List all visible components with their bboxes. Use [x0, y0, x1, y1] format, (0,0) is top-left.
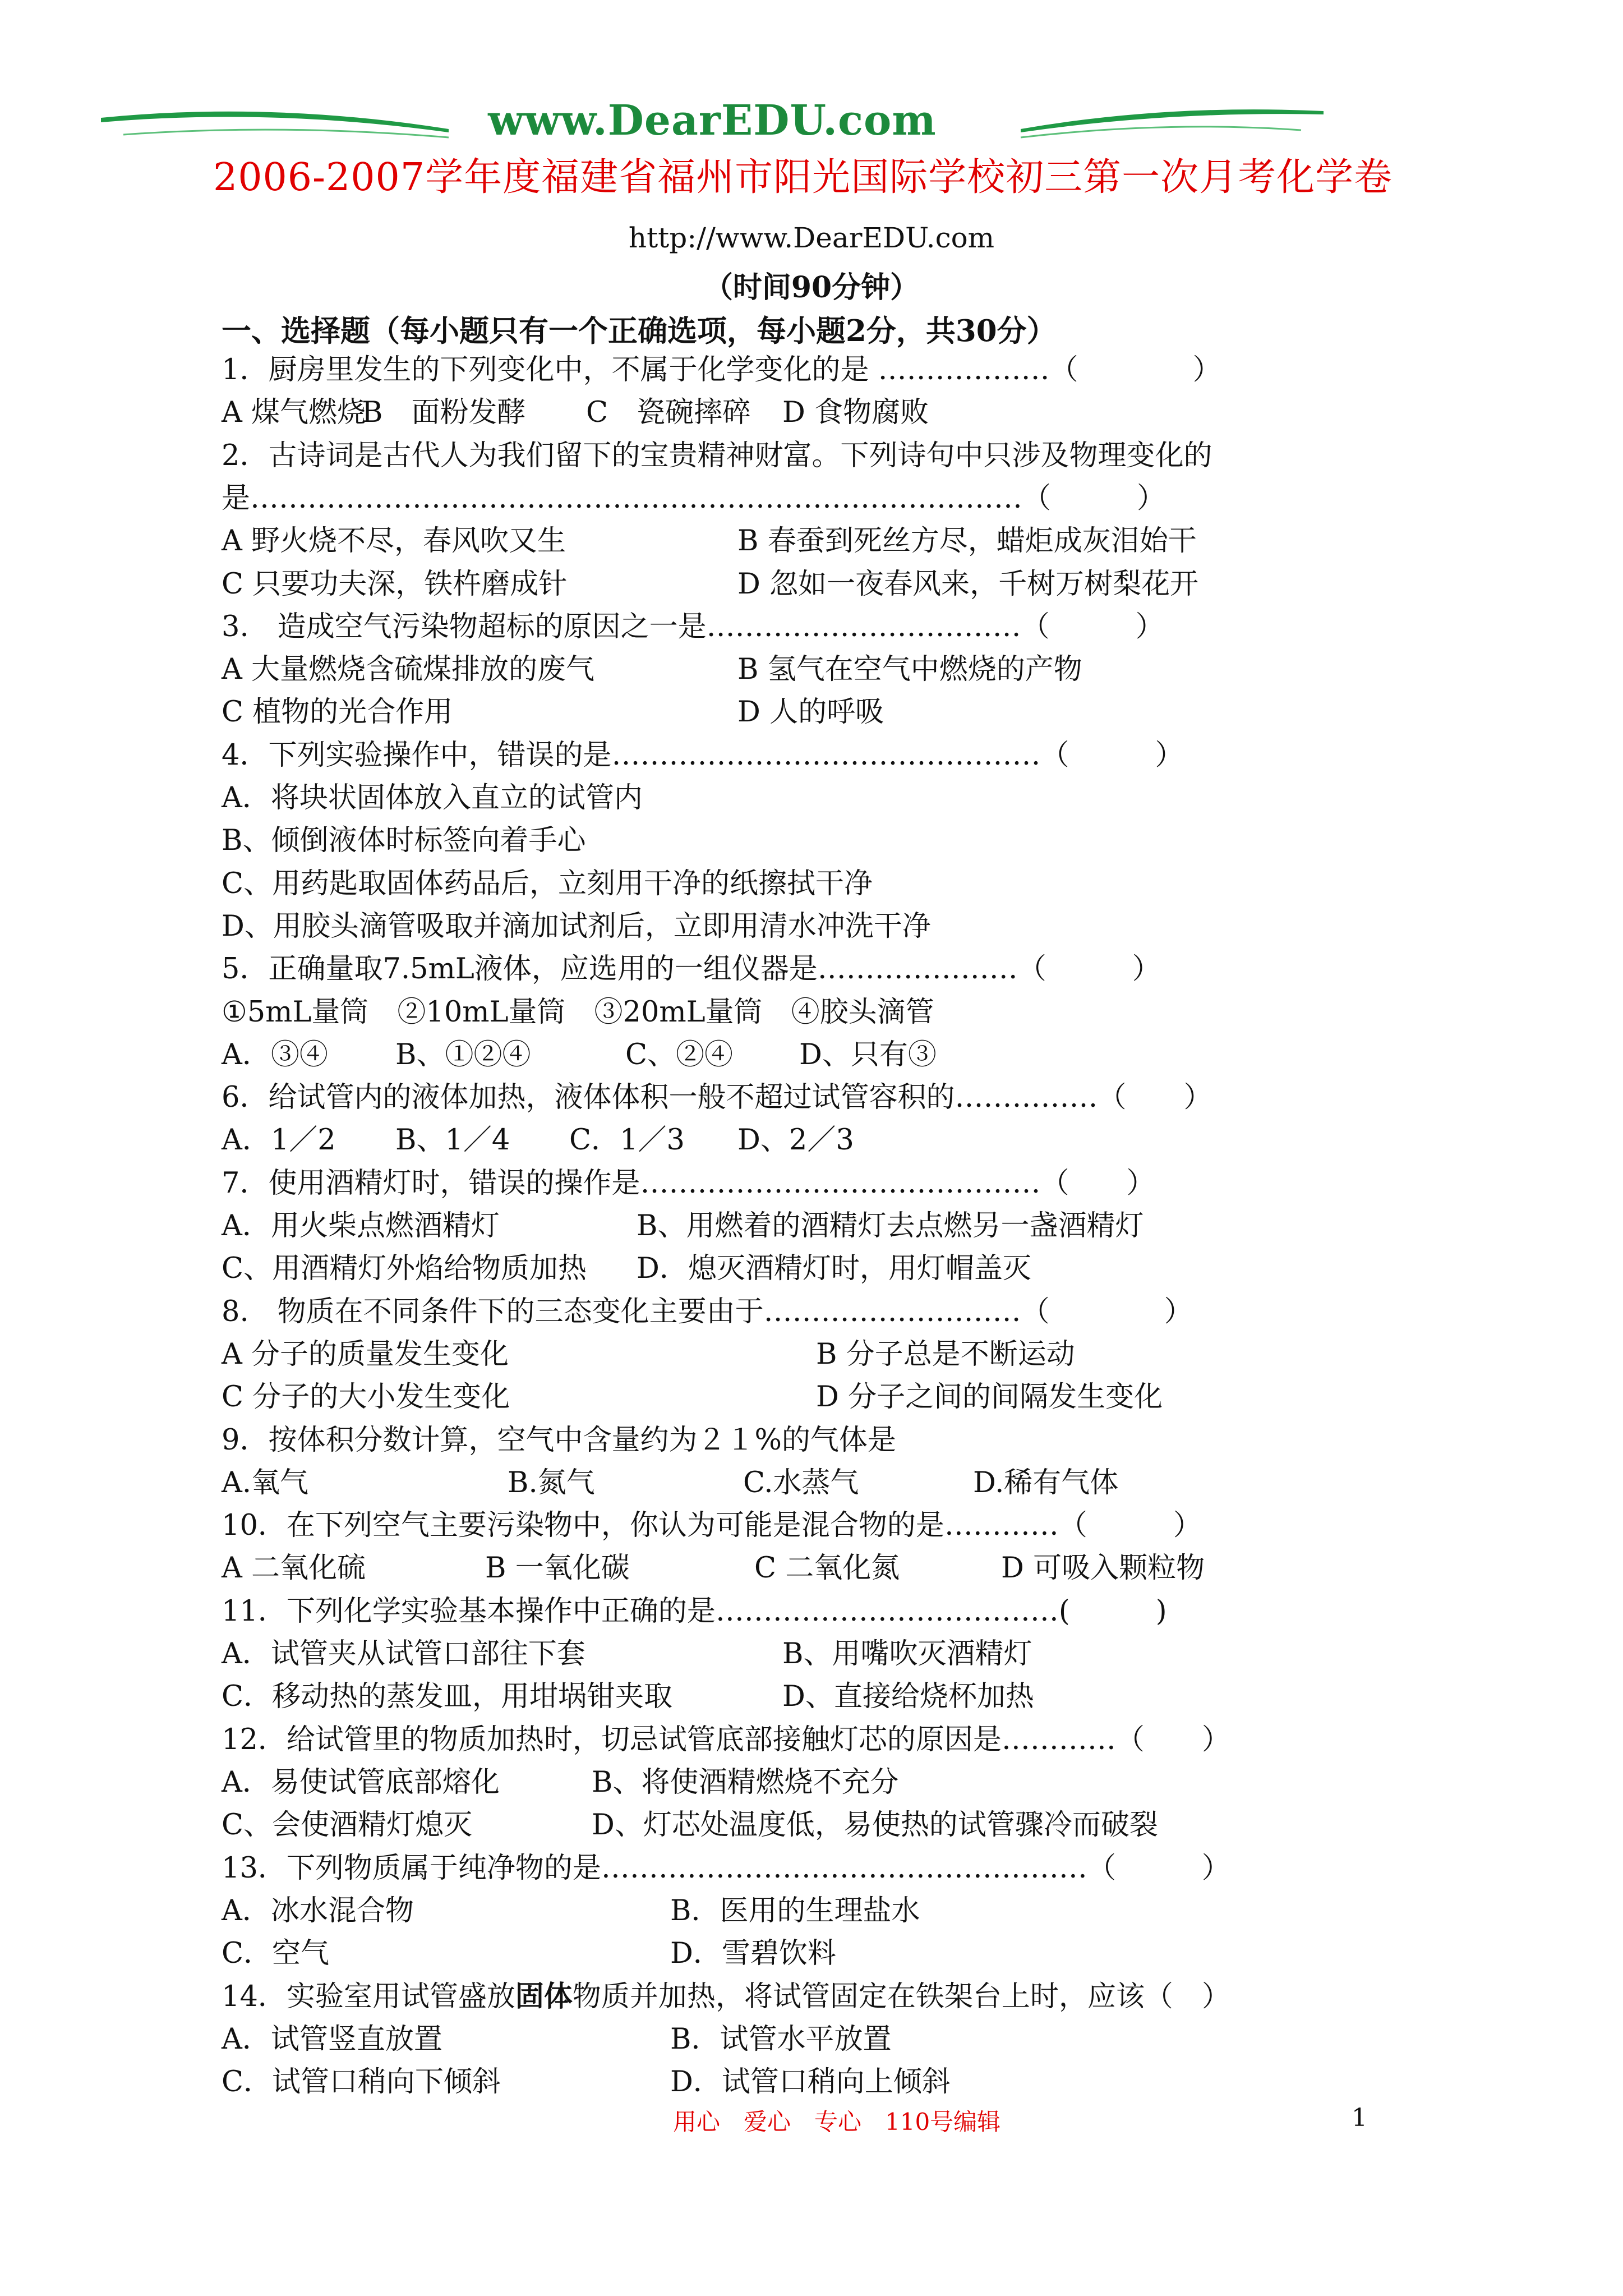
answer-option: D、只有③ [799, 1038, 937, 1071]
question-line [222, 1249, 1410, 1289]
question-text: 是………………………………………………………………………（ ） [222, 482, 1166, 515]
answer-option: A．试管竖直放置 [222, 2023, 442, 2056]
answer-option: B．医用的生理盐水 [670, 1894, 920, 1927]
question-text: 1．厨房里发生的下列变化中，不属于化学变化的是 ………………（ ） [222, 353, 1221, 386]
question-line [222, 693, 1410, 732]
answer-option: A 分子的质量发生变化 [222, 1338, 509, 1371]
answer-option: A 野火烧不尽，春风吹又生 [222, 524, 566, 558]
question-text: A．将块状固体放入直立的试管内 [222, 781, 643, 815]
question-text: 12．给试管里的物质加热时，切忌试管底部接触灯芯的原因是…………（ ） [222, 1723, 1230, 1756]
question-text: 9．按体积分数计算，空气中含量约为２１%的气体是 [222, 1424, 896, 1457]
answer-option: D、2／3 [737, 1124, 854, 1157]
answer-option: C、用酒精灯外焰给物质加热 [222, 1252, 587, 1285]
question-text: D、用胶头滴管吸取并滴加试剂后，立即用清水冲洗干净 [222, 910, 931, 943]
page-number: 1 [1352, 2104, 1367, 2132]
answer-option: C、②④ [625, 1038, 734, 1071]
answer-option: A 二氧化硫 [222, 1552, 366, 1585]
question-line [222, 479, 1410, 518]
answer-option: A．用火柴点燃酒精灯 [222, 1209, 500, 1243]
answer-option: B、1／4 [395, 1124, 510, 1157]
answer-option: C．1／3 [569, 1124, 685, 1157]
answer-option: D 分子之间的间隔发生变化 [816, 1381, 1163, 1414]
answer-option: A．③④ [222, 1038, 328, 1071]
question-line [222, 393, 1410, 432]
question-line [222, 950, 1410, 989]
question-line [222, 993, 1410, 1032]
answer-option: C．移动热的蒸发皿，用坩埚钳夹取 [222, 1680, 673, 1713]
answer-option: D．试管口稍向上倾斜 [670, 2065, 951, 2099]
question-line [222, 1464, 1410, 1503]
question-line [222, 821, 1410, 861]
answer-option: D 人的呼吸 [737, 696, 884, 729]
answer-option: D．雪碧饮料 [670, 1937, 836, 1970]
answer-option: B 春蚕到死丝方尽，蜡炬成灰泪始干 [737, 524, 1197, 558]
question-text: 5．正确量取7.5mL液体，应选用的一组仪器是…………………（ ） [222, 953, 1161, 986]
answer-option: A 煤气燃烧 [222, 396, 366, 429]
answer-option: C、会使酒精灯熄灭 [222, 1809, 473, 1842]
answer-option: B 氢气在空气中燃烧的产物 [737, 653, 1082, 686]
question-line [222, 1592, 1410, 1631]
answer-option: D 忽如一夜春风来，千树万树梨花开 [737, 568, 1199, 601]
answer-option: D 可吸入颗粒物 [1001, 1552, 1205, 1585]
answer-option: A．试管夹从试管口部往下套 [222, 1637, 585, 1671]
question-line [222, 736, 1410, 775]
page-footer: 用心 爱心 专心 110号编辑 [673, 2108, 1001, 2136]
answer-option: C．空气 [222, 1937, 330, 1970]
question-line [222, 1892, 1410, 1931]
question-line [222, 1207, 1410, 1246]
answer-option: D．熄灭酒精灯时，用灯帽盖灭 [637, 1252, 1031, 1285]
answer-option: D 食物腐败 [782, 396, 929, 429]
question-line [222, 1977, 1410, 2016]
question-line [222, 1677, 1410, 1717]
question-line [222, 2063, 1410, 2102]
answer-option: C 瓷碗摔碎 [586, 396, 751, 429]
question-line [222, 1164, 1410, 1203]
question-line [222, 1934, 1410, 1973]
question-line [222, 1121, 1410, 1160]
question-line [222, 565, 1410, 604]
question-text: 7．使用酒精灯时，错误的操作是……………………………………（ ） [222, 1167, 1155, 1200]
answer-option: A．易使试管底部熔化 [222, 1766, 500, 1799]
answer-option: C.水蒸气 [743, 1466, 859, 1499]
answer-option: A．冰水混合物 [222, 1894, 414, 1927]
site-logo: www.DearEDU.com [488, 96, 937, 145]
question-line [222, 1720, 1410, 1760]
question-line [222, 1078, 1410, 1117]
question-text: C、用药匙取固体药品后，立刻用干净的纸擦拭干净 [222, 867, 873, 900]
answer-option: B．试管水平放置 [670, 2023, 892, 2056]
question-text: B、倾倒液体时标签向着手心 [222, 824, 586, 857]
question-line [222, 907, 1410, 946]
question-text: 3. 造成空气污染物超标的原因之一是……………………………（ ） [222, 610, 1164, 643]
question-line [222, 522, 1410, 561]
answer-option: C 植物的光合作用 [222, 696, 453, 729]
answer-option: C 分子的大小发生变化 [222, 1381, 510, 1414]
section-heading: 一、选择题（每小题只有一个正确选项，每小题2分，共30分） [222, 314, 1057, 348]
question-line [222, 779, 1410, 818]
question-line [222, 1849, 1410, 1888]
answer-option: B 面粉发酵 [362, 396, 526, 429]
question-text: 14．实验室用试管盛放 [222, 1980, 515, 2013]
question-text: 4．下列实验操作中，错误的是………………………………………（ ） [222, 739, 1184, 772]
question-text: 10．在下列空气主要污染物中，你认为可能是混合物的是…………（ ） [222, 1509, 1202, 1542]
question-line [222, 1378, 1410, 1417]
answer-option: A.氧气 [222, 1466, 309, 1499]
answer-option: C 只要功夫深，铁杵磨成针 [222, 568, 568, 601]
answer-option: B 分子总是不断运动 [816, 1338, 1075, 1371]
question-line [222, 1036, 1410, 1075]
source-url[interactable]: http://www.DearEDU.com [628, 222, 995, 254]
question-line [222, 1763, 1410, 1802]
answer-option: B、①②④ [395, 1038, 531, 1071]
answer-option: B、将使酒精燃烧不充分 [592, 1766, 899, 1799]
question-text: 物质并加热，将试管固定在铁架台上时，应该（ ） [572, 1980, 1230, 2013]
question-text: 2．古诗词是古代人为我们留下的宝贵精神财富。下列诗句中只涉及物理变化的 [222, 439, 1212, 472]
answer-option: B 一氧化碳 [485, 1552, 630, 1585]
answer-option: B、用燃着的酒精灯去点燃另一盏酒精灯 [637, 1209, 1144, 1243]
answer-option: D、直接给烧杯加热 [782, 1680, 1034, 1713]
answer-option: D、灯芯处温度低，易使热的试管骤冷而破裂 [592, 1809, 1158, 1842]
answer-option: C．试管口稍向下倾斜 [222, 2065, 501, 2099]
question-line [222, 1421, 1410, 1460]
question-line [222, 1506, 1410, 1545]
answer-option: D.稀有气体 [973, 1466, 1119, 1499]
question-text: 11．下列化学实验基本操作中正确的是………………………………( ) [222, 1595, 1167, 1628]
time-note: （时间90分钟） [703, 270, 920, 305]
question-line [222, 1635, 1410, 1674]
answer-option: A．1／2 [222, 1124, 336, 1157]
answer-option: B.氮气 [508, 1466, 595, 1499]
question-text: 13．下列物质属于纯净物的是……………………………………………（ ） [222, 1852, 1230, 1885]
answer-option: B、用嘴吹灭酒精灯 [782, 1637, 1032, 1671]
question-line [222, 351, 1410, 390]
question-line [222, 2020, 1410, 2059]
question-line [222, 436, 1410, 476]
question-line [222, 650, 1410, 689]
document-title: 2006-2007学年度福建省福州市阳光国际学校初三第一次月考化学卷 [213, 155, 1393, 200]
question-line [222, 1335, 1410, 1374]
question-line [222, 1549, 1410, 1588]
question-line [222, 1292, 1410, 1332]
question-line [222, 608, 1410, 647]
question-text: 8. 物质在不同条件下的三态变化主要由于………………………（ ） [222, 1295, 1193, 1328]
question-text: ①5mL量筒 ②10mL量筒 ③20mL量筒 ④胶头滴管 [222, 996, 934, 1029]
answer-option: C 二氧化氮 [754, 1552, 900, 1585]
question-text: 固体 [515, 1980, 573, 2013]
answer-option: A 大量燃烧含硫煤排放的废气 [222, 653, 595, 686]
question-text: 6．给试管内的液体加热，液体体积一般不超过试管容积的……………（ ） [222, 1081, 1212, 1114]
question-line [222, 1806, 1410, 1845]
question-line [222, 864, 1410, 904]
